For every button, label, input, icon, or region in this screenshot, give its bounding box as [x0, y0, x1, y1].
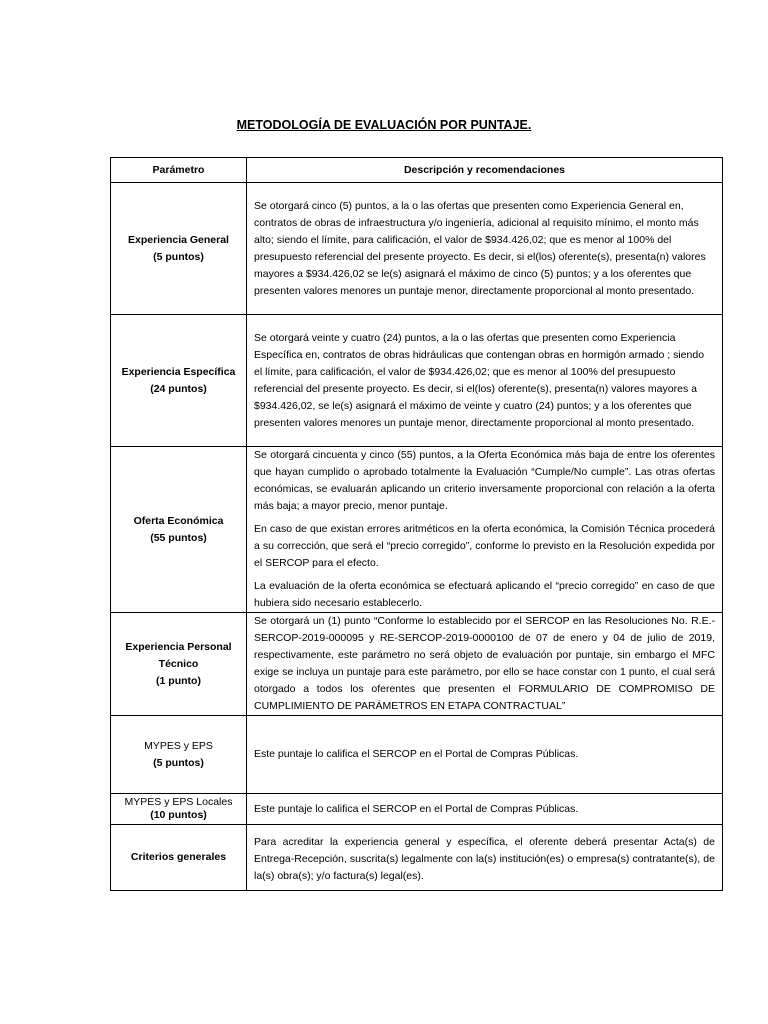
description-cell: [247, 794, 723, 825]
table-row: [111, 183, 723, 315]
description-paragraph: Este puntaje lo califica el SERCOP en el Portal de Compras Públicas.: [254, 748, 579, 760]
param-name: Experiencia Específica: [121, 365, 236, 378]
table-row: [111, 315, 723, 447]
param-points: (10 puntos): [150, 809, 207, 821]
page-title: METODOLOGÍA DE EVALUACIÓN POR PUNTAJE.: [236, 118, 532, 132]
table-row: [111, 825, 723, 891]
description-cell: [247, 825, 723, 891]
description-cell: [247, 613, 723, 716]
description-cell: [247, 447, 723, 613]
param-name: Oferta Económica: [133, 514, 224, 527]
table-row: [111, 716, 723, 794]
param-cell: [111, 794, 247, 825]
param-name: MYPES y EPS Locales: [124, 796, 233, 808]
param-points: (5 puntos): [153, 250, 204, 263]
param-points: (1 punto): [156, 674, 201, 687]
description-paragraph: Para acreditar la experiencia general y específica, el oferente deberá presentar Acta(s) de Entrega-Recepción, suscrita(s) legalmente con la(s) institución(es) o empresa(s) contratante(s), de la(s) obra(s); y/o factura(s) legal(es).: [254, 836, 715, 882]
description-paragraph: Se otorgará veinte y cuatro (24) puntos, a la o las ofertas que presenten como Experiencia Específica en, contratos de obras hidráulicas que contengan obras en hormigón armado ; siendo el límite, para calificación, el valor de $934.426,02; que es menor al 100% del presupuesto referencial del presente proyecto. Es decir, si el(los) oferente(s), presenta(n) valores mayores a $934.426,02, se le(s) asignará el máximo de veinte y cuatro (24) puntos; y a los oferentes que presenten valores menores un puntaje menor, directamente proporcional al monto presentado.: [254, 331, 705, 429]
table-row: [111, 447, 723, 613]
param-cell: [111, 183, 247, 315]
table-row: [111, 613, 723, 716]
param-name: MYPES y EPS: [144, 739, 213, 752]
description-paragraph: Este puntaje lo califica el SERCOP en el Portal de Compras Públicas.: [254, 802, 579, 815]
param-cell: [111, 613, 247, 716]
param-cell: [111, 825, 247, 891]
header-parametro: Parámetro: [111, 158, 247, 183]
description-paragraph: La evaluación de la oferta económica se efectuará aplicando el “precio corregido” en caso de que hubiera sido necesario establecerlo.: [254, 580, 715, 609]
description-cell: [247, 183, 723, 315]
table-header-row: [111, 158, 723, 183]
description-paragraph: Se otorgará un (1) punto “Conforme lo establecido por el SERCOP en las Resoluciones No. R.E.-SERCOP-2019-000095 y RE-SERCOP-2019-0000100 de 07 de enero y 04 de julio de 2019, respectivamente, este parámetro no será objeto de evaluación por puntaje, sin embargo el MFC exige se incluya un puntaje para este parámetro, por ello se hace constar con 1 punto, el cual será otorgado a todos los oferentes que presenten el FORMULARIO DE COMPROMISO DE CUMPLIMIENTO DE PARÁMETROS EN ETAPA CONTRACTUAL”: [254, 615, 715, 712]
param-name: Experiencia Personal Técnico: [125, 640, 232, 670]
description-cell: [247, 315, 723, 447]
param-points: (24 puntos): [150, 382, 207, 395]
param-cell: [111, 716, 247, 794]
description-paragraph: Se otorgará cinco (5) puntos, a la o las ofertas que presenten como Experiencia General en, contratos de obras de infraestructura y/o ingeniería, adicional al requisito mínimo, el monto más alto; siendo el límite, para calificación, el valor de $934.426,02; que es menor al 100% del presupuesto referencial del presente proyecto. Es decir, si el(los) oferente(s), presenta(n) valores mayores a $934.426,02 se le(s) asignará el máximo de cinco (5) puntos; y a los oferentes que presenten valores menores un puntaje menor, directamente proporcional al monto presentado.: [254, 199, 706, 297]
description-paragraph: Se otorgará cincuenta y cinco (55) puntos, a la Oferta Económica más baja de entre los oferentes que hayan cumplido o aprobado totalmente la Evaluación “Cumple/No cumple”. Las otras ofertas económicas, se evaluarán aplicando un criterio inversamente proporcional con relación a la oferta más baja; a mayor precio, menor puntaje.: [254, 449, 715, 512]
description-cell: [247, 716, 723, 794]
param-points: (5 puntos): [153, 756, 204, 769]
param-cell: [111, 315, 247, 447]
param-cell: [111, 447, 247, 613]
table-row: [111, 794, 723, 825]
param-name: Criterios generales: [130, 851, 227, 863]
description-paragraph: En caso de que existan errores aritméticos en la oferta económica, la Comisión Técnica procederá a su corrección, que será el “precio corregido”, conforme lo previsto en la Resolución expedida por el SERCOP para el efecto.: [254, 523, 715, 569]
param-name: Experiencia General: [128, 233, 229, 246]
evaluation-table: [110, 157, 723, 891]
param-points: (55 puntos): [150, 531, 207, 544]
header-descripcion: Descripción y recomendaciones: [247, 158, 723, 183]
